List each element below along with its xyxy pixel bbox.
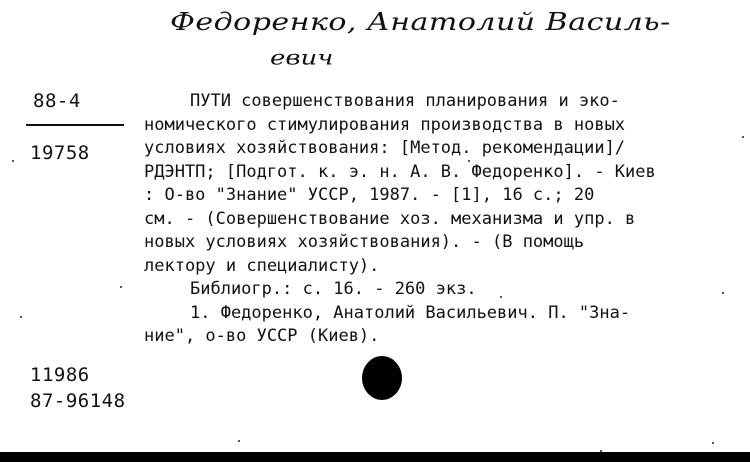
description-line: лектору и специалисту). (144, 255, 380, 276)
record-number: 87-96148 (30, 390, 126, 412)
description-line: новых условиях хозяйствования). - (В помощь (144, 232, 585, 252)
scan-speck (712, 442, 714, 444)
description-line: ПУТИ совершенствования планирования и эко- (190, 91, 620, 111)
description-line: условиях хозяйствования: [Метод. рекомендации]/ (144, 138, 626, 158)
scan-speck (722, 292, 724, 294)
scan-speck (600, 450, 602, 452)
scan-speck (238, 440, 240, 442)
bibliographic-description (144, 90, 744, 349)
description-line: : О-во "Знание" УССР, 1987. - [1], 16 с.; 20 (144, 185, 595, 205)
call-number-divider (26, 124, 124, 126)
handwritten-author-heading-continuation: евич (270, 46, 334, 70)
description-line: РДЭНТП; [Подгот. к. э. н. А. В. Федоренко]. - Киев (144, 161, 656, 182)
scan-edge-bar (0, 452, 750, 462)
ink-blot (362, 356, 402, 400)
scan-speck (20, 316, 22, 318)
call-number-top: 88-4 (33, 90, 81, 112)
description-line: см. - (Совершенствование хоз. механизма и упр. в (144, 208, 636, 229)
scan-speck (120, 286, 122, 288)
subject-tracing: 1. Федоренко, Анатолий Васильевич. П. "Зна- (190, 302, 631, 323)
description-line: номического стимулирования производства в новых (144, 114, 626, 135)
scan-speck (12, 160, 14, 162)
scan-speck (500, 296, 502, 298)
shelf-number: 11986 (30, 364, 90, 386)
scan-speck (742, 136, 744, 138)
subject-tracing-continuation: ние", о-во УССР (Киев). (144, 326, 380, 346)
bibliography-note: Библиогр.: с. 16. - 260 экз. (190, 279, 477, 299)
handwritten-author-heading: Федоренко, Анатолий Василь- (170, 8, 671, 37)
scan-speck (468, 160, 470, 162)
accession-number: 19758 (30, 142, 90, 164)
